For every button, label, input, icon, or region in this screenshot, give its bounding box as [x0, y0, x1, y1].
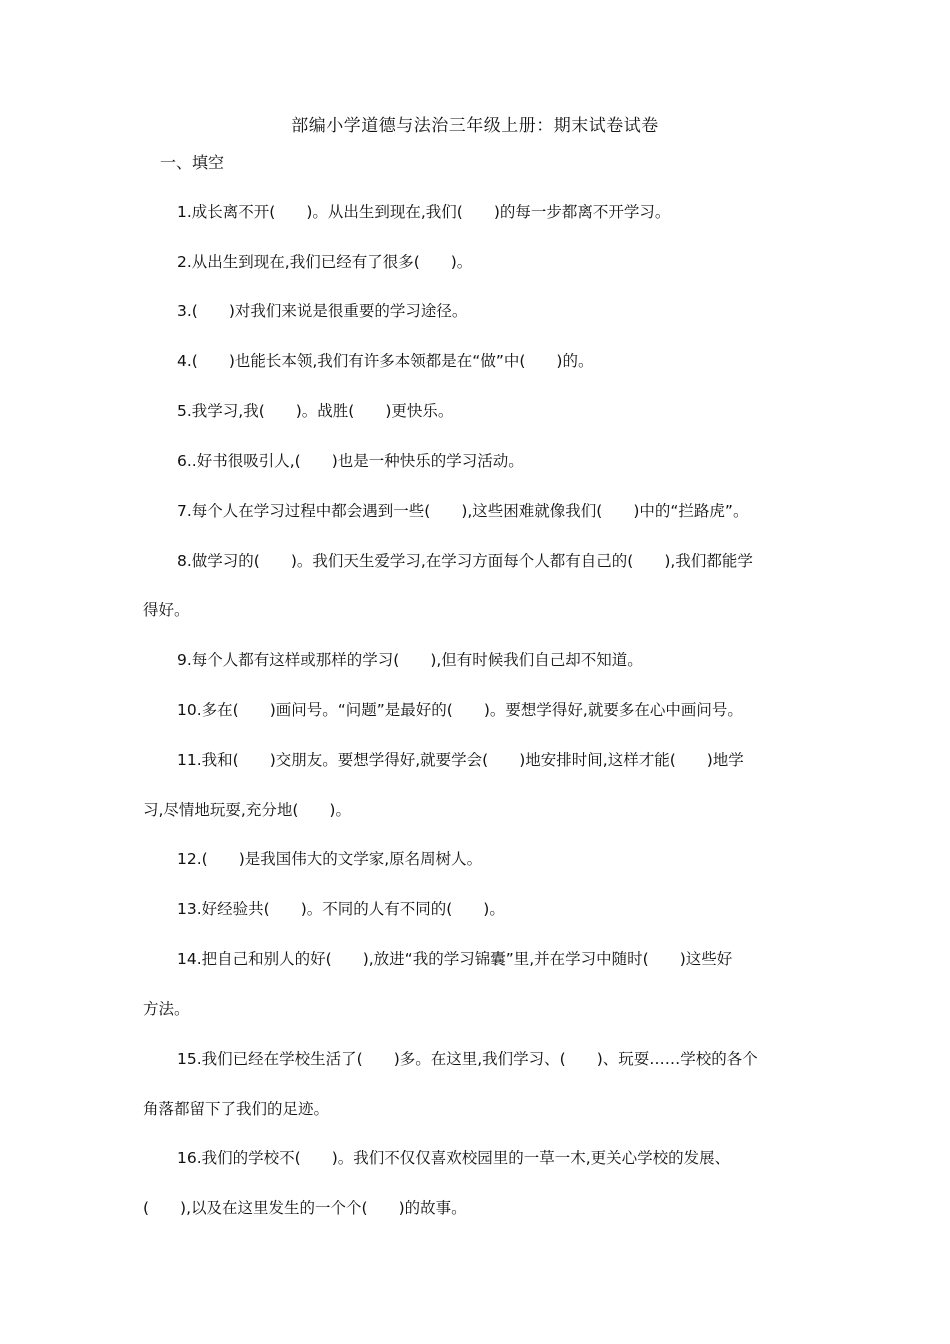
question-2: 2.从出生到现在,我们已经有了很多( )。 [177, 253, 473, 271]
question-11: 11.我和( )交朋友。要想学得好,就要学会( )地安排时间,这样才能( )地学 [177, 751, 744, 769]
section-heading: 一、填空 [160, 153, 225, 172]
question-8: 8.做学习的( )。我们天生爱学习,在学习方面每个人都有自己的( ),我们都能学 [177, 552, 753, 570]
question-10: 10.多在( )画问号。“问题”是最好的( )。要想学得好,就要多在心中画问号。 [177, 701, 743, 719]
question-13: 13.好经验共( )。不同的人有不同的( )。 [177, 900, 505, 918]
question-5: 5.我学习,我( )。战胜( )更快乐。 [177, 402, 454, 420]
question-14-continued: 方法。 [143, 1000, 190, 1018]
document-title: 部编小学道德与法治三年级上册：期末试卷试卷 [291, 116, 659, 136]
question-4: 4.( )也能长本领,我们有许多本领都是在“做”中( )的。 [177, 352, 594, 370]
question-7: 7.每个人在学习过程中都会遇到一些( ),这些困难就像我们( )中的“拦路虎”。 [177, 502, 749, 520]
question-14: 14.把自己和别人的好( ),放进“我的学习锦囊”里,并在学习中随时( )这些好 [177, 950, 733, 968]
question-15-continued: 角落都留下了我们的足迹。 [143, 1100, 330, 1118]
question-1: 1.成长离不开( )。从出生到现在,我们( )的每一步都离不开学习。 [177, 203, 671, 221]
question-11-continued: 习,尽情地玩耍,充分地( )。 [143, 801, 351, 819]
question-9: 9.每个人都有这样或那样的学习( ),但有时候我们自己却不知道。 [177, 651, 643, 669]
question-16: 16.我们的学校不( )。我们不仅仅喜欢校园里的一草一木,更关心学校的发展、 [177, 1149, 731, 1167]
question-8-continued: 得好。 [143, 601, 190, 619]
question-3: 3.( )对我们来说是很重要的学习途径。 [177, 302, 468, 320]
question-15: 15.我们已经在学校生活了( )多。在这里,我们学习、( )、玩耍……学校的各个 [177, 1050, 758, 1068]
question-16-continued: ( ),以及在这里发生的一个个( )的故事。 [143, 1199, 467, 1217]
question-12: 12.( )是我国伟大的文学家,原名周树人。 [177, 850, 483, 868]
question-6: 6..好书很吸引人,( )也是一种快乐的学习活动。 [177, 452, 524, 470]
